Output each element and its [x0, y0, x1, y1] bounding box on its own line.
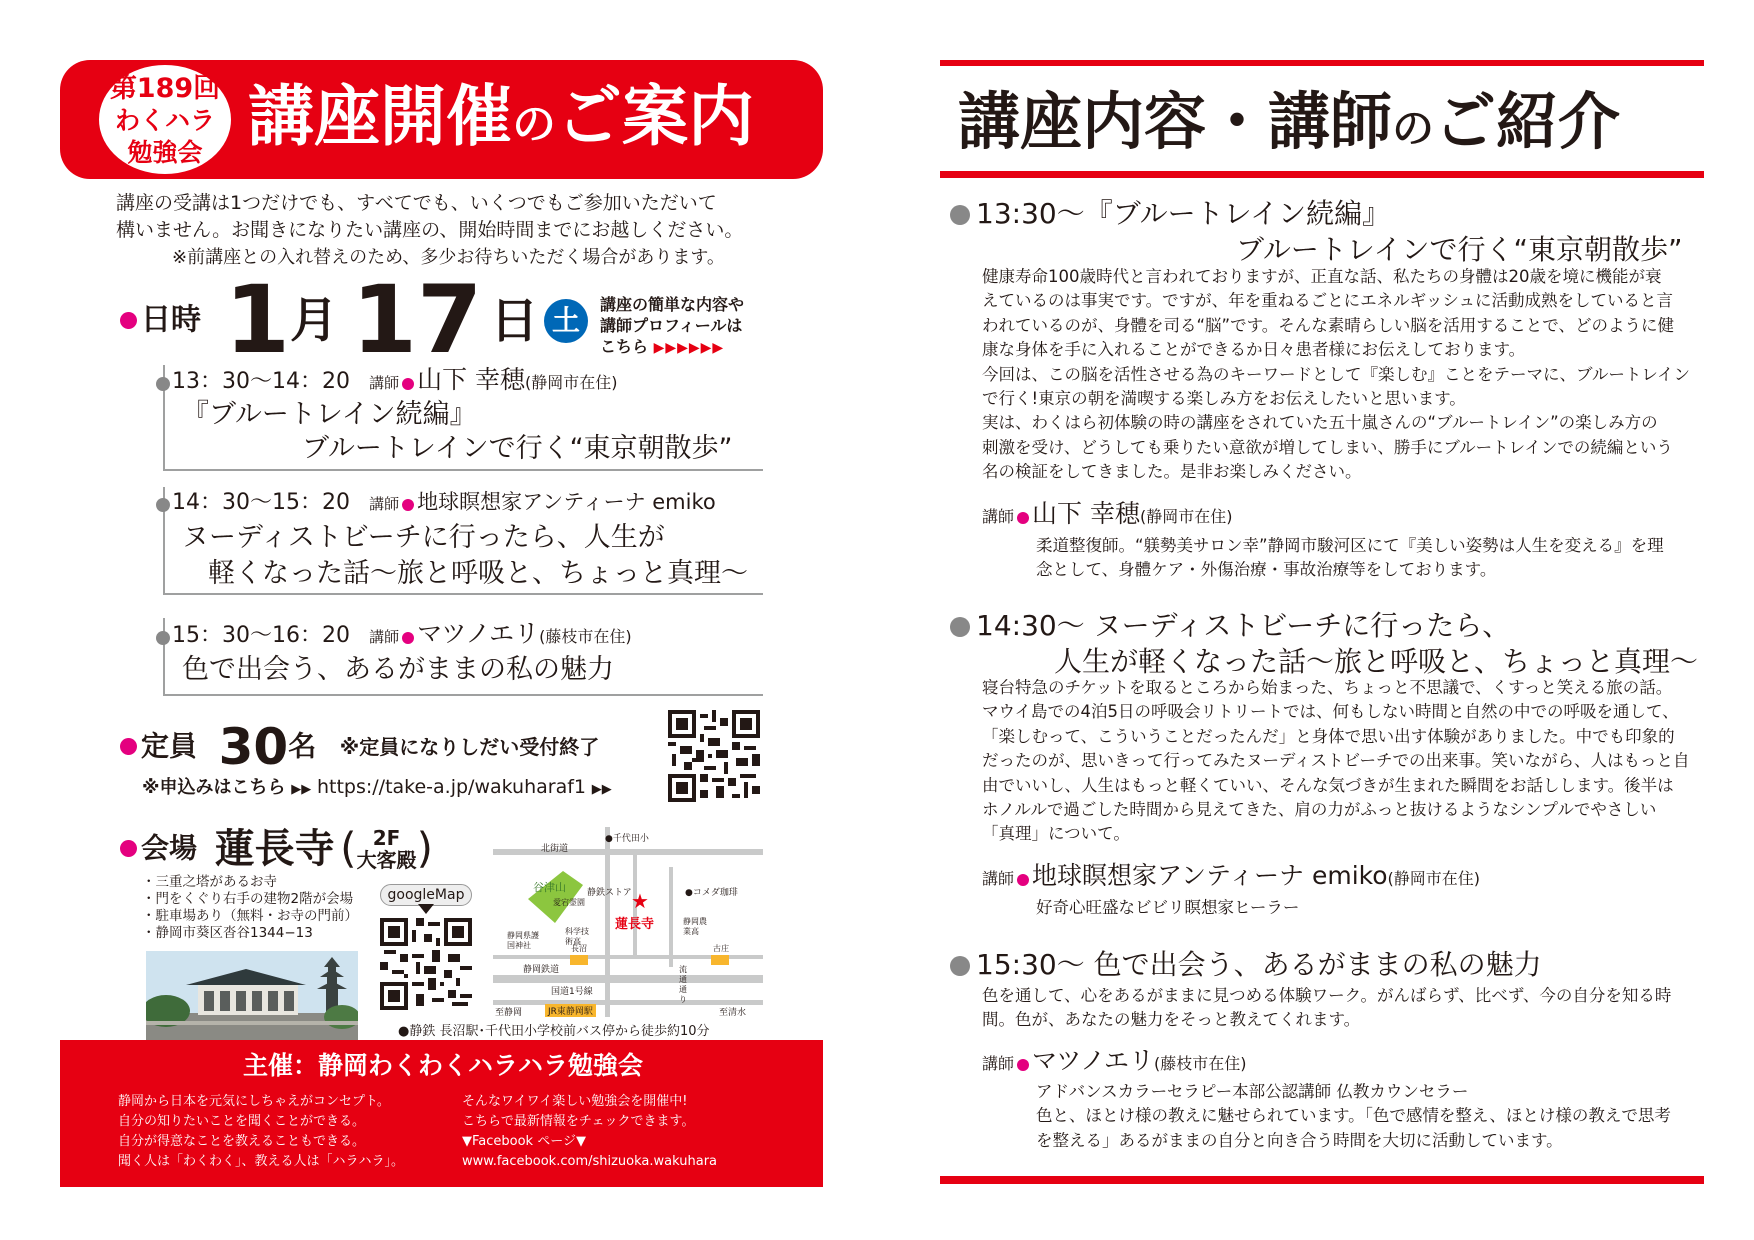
date-day-unit: 日 [490, 292, 539, 349]
bullet-dot [1017, 1059, 1029, 1071]
session-instructor: 山下 幸穂 [417, 365, 526, 394]
section-1-heading [950, 196, 1683, 268]
section-3-heading [950, 947, 1542, 983]
section-3-profile [1036, 1080, 1671, 1153]
capacity-label: 定員 [141, 729, 198, 763]
session-instructor: 地球瞑想家アンティーナ emiko [417, 490, 716, 514]
body-line: 今回は、この脳を活性させる為のキーワードとして『楽しむ』ことをテーマに、ブルートレイン [982, 364, 1691, 384]
section-heading-text: 15:30〜 色で出会う、あるがままの私の魅力 [976, 948, 1542, 981]
left-header-title [248, 77, 754, 174]
google-map-arrow [418, 904, 434, 914]
instructor-note: (静岡市在住) [1387, 869, 1481, 888]
side-note [600, 294, 744, 359]
apply-arrows: ▶▶ [291, 782, 312, 797]
section-2-profile [1036, 896, 1299, 920]
session-title-line: ブルートレインで行く“東京朝散歩” [302, 433, 733, 464]
venue-detail-line: ・三重之塔があるお寺 [142, 874, 277, 890]
apply-url[interactable]: https://take-a.jp/wakuharaf1 [316, 776, 587, 798]
body-line: われているのが、身體を司る“脳”です。そんな素晴らしい脳を活用することで、どのように健 [982, 315, 1674, 335]
map-label-kitazendo: 北街道 [541, 844, 569, 854]
bullet-dot [1017, 874, 1029, 886]
venue-row [120, 820, 433, 877]
access-note: ●静鉄 長沼駅･千代田小学校前バス停から徒歩約10分 [398, 1024, 710, 1039]
side-note-line [600, 336, 744, 359]
map-label-kenritsu: 静岡県護国神社 [507, 931, 539, 950]
map-label-noushou: 静岡農業高 [683, 917, 707, 936]
map-label-route1: 国道1号線 [551, 987, 593, 997]
session-time: 13：30〜14：20 [172, 369, 350, 394]
map-label-tanizuyama: 谷津山 [533, 881, 566, 894]
date-month-unit: 月 [289, 292, 338, 349]
instructor-prefix: 講師 [982, 869, 1015, 888]
right-top-rule [940, 60, 1704, 66]
capacity-note: ※定員になりしだい受付終了 [339, 734, 600, 759]
map-label-komeda: ●コメダ珈琲 [685, 888, 738, 898]
bullet-dot [402, 632, 414, 644]
body-line: 健康寿命100歳時代と言われておりますが、正直な話、私たちの身體は20歳を境に機能が衰 [982, 267, 1662, 286]
instructor-prefix: 講師 [369, 495, 400, 513]
map-label-higashi-station: JR東静岡駅 [545, 1004, 596, 1017]
bullet-dot [156, 498, 170, 512]
organizer-line: こちらで最新情報をチェックできます。 [462, 1114, 695, 1129]
organizer-line: そんなワイワイ楽しい勉強会を開催中! [462, 1094, 688, 1109]
venue-name: 蓮長寺 [214, 825, 335, 872]
body-line: マウイ島での4泊5日の呼吸会リトリートでは、何もしない時間と自然の中での呼吸を通して、 [982, 702, 1679, 722]
section-3-body [982, 984, 1671, 1033]
section-heading-line [950, 196, 1683, 232]
body-line: えているのは事実です。ですが、年を重ねるごとにエネルギッシュに活動成熟をしていると言 [982, 291, 1674, 311]
map-label-seitetsu-line: 静岡鉄道 [523, 965, 560, 975]
body-line: 実は、わくはら初体験の時の講座をされていた五十嵐さんの“ブルートレイン”の楽しみ方の [982, 413, 1658, 433]
section-heading-line [950, 947, 1542, 983]
map-label-furusho: 古庄 [713, 944, 729, 953]
organizer-col2 [462, 1092, 717, 1172]
map-label-temple: 蓮長寺 [615, 917, 655, 932]
instructor-note: (静岡市在住) [1139, 507, 1233, 526]
section-2-instructor [982, 860, 1480, 895]
date-row [120, 265, 588, 375]
section-1-instructor [982, 498, 1232, 533]
temple-photo [146, 951, 358, 1045]
organizer-line: 自分の知りたいことを聞くことができる。 [118, 1114, 366, 1129]
session-3-header [156, 620, 632, 651]
date-day: 17 [351, 265, 483, 375]
instructor-note: (藤枝市在住) [1154, 1054, 1247, 1073]
map-label-to-shimizu: 至清水 [719, 1008, 747, 1018]
map-label-ryutsu: 流通通り [679, 965, 687, 1004]
session-2-header [156, 488, 716, 518]
instructor-name: 山下 幸穂 [1032, 499, 1140, 528]
session-title-line: 色で出会う、あるがままの私の魅力 [182, 654, 614, 685]
badge-line1: 第189回 [109, 73, 221, 104]
bullet-dot [156, 631, 170, 645]
organizer-line: ▼Facebook ページ▼ [462, 1134, 586, 1149]
instructor-prefix: 講師 [982, 507, 1015, 526]
bullet-dot [402, 499, 414, 511]
bullet-dot [402, 378, 414, 390]
bullet-dot [950, 617, 970, 637]
session-time: 15：30〜16：20 [172, 623, 350, 648]
capacity-unit: 名 [288, 729, 317, 763]
body-line: ホノルルで過ごした時間から見えてきた、肩の力がふっと抜けるようなシンプルでやさしい [982, 800, 1657, 820]
body-line: 寝台特急のチケットを取るところから始まった、ちょっと不思議で、くすっと笑える旅の話。 [982, 678, 1673, 697]
body-line: 康な身体を手に入れることができるか日々患者様にお伝えしております。 [982, 340, 1526, 360]
organizer-line: 自分が得意なことを教えることもできる。 [118, 1134, 366, 1149]
instructor-prefix: 講師 [369, 374, 400, 392]
bullet-dot [156, 377, 170, 391]
map-label-aisai: 愛宕霊園 [553, 898, 585, 907]
edition-badge [94, 60, 236, 179]
venue-hall: 大客殿 [356, 847, 417, 872]
intro-line: 構いません。お聞きになりたい講座の、開始時間までにお越しください。 [116, 219, 744, 241]
body-line: 色を通して、心をあるがままに見つめる体験ワーク。がんばらず、比べず、今の自分を知る時 [982, 986, 1672, 1005]
right-header-title-a: 講座内容・講師 [958, 85, 1393, 158]
body-line: 間。色が、あなたの魅力をそっと教えてくれます。 [982, 1010, 1361, 1030]
venue-detail-line: ・駐車場あり（無料・お寺の門前） [142, 908, 358, 924]
venue-paren-close: ) [416, 823, 433, 873]
section-2-body [982, 676, 1690, 847]
intro-line: 講座の受講は1つだけでも、すべてでも、いくつでもご参加いただいて [116, 192, 717, 214]
section-1-body [982, 265, 1690, 485]
bullet-dot [120, 312, 137, 329]
section-heading-line [950, 608, 1698, 644]
side-note-line: 講座の簡単な内容や [600, 295, 745, 314]
section-heading-text: 14:30〜 ヌーディストビーチに行ったら、 [976, 609, 1511, 642]
map-label-seitetsu-store: 静鉄ストア [587, 888, 632, 898]
instructor-name: マツノエリ [1032, 1046, 1155, 1075]
profile-line: を整える」あるがままの自分と向き合う時間を大切に活動しています。 [1036, 1130, 1563, 1150]
profile-line: 柔道整復師。“躾勢美サロン幸”静岡市駿河区にて『美しい姿勢は人生を変える』を理 [1036, 536, 1664, 555]
right-bottom-rule [940, 1176, 1704, 1184]
instructor-name: 地球瞑想家アンティーナ emiko [1032, 861, 1388, 890]
right-header-title [958, 76, 1620, 184]
body-line: で行く!東京の朝を満喫する楽しみ方をお伝えしたいと思います。 [982, 389, 1466, 409]
apply-label: ※申込みはこちら [142, 777, 286, 798]
instructor-note: (藤枝市在住) [539, 627, 632, 646]
bullet-dot [120, 840, 137, 857]
map-label-to-shizuoka: 至静岡 [495, 1008, 523, 1018]
date-month: 1 [224, 265, 290, 375]
capacity-number: 30 [218, 717, 289, 776]
session-title-line: 『ブルートレイン続編』 [182, 399, 477, 430]
section-heading-text: 13:30〜『ブルートレイン続編』 [976, 197, 1391, 230]
apply-qr-code[interactable] [668, 710, 760, 802]
side-note-line: 講師プロフィールは [600, 316, 743, 335]
body-line: 「真理」について。 [982, 824, 1130, 844]
organizer-line: 静岡から日本を元気にしちゃえがコンセプト。 [118, 1094, 390, 1109]
instructor-prefix: 講師 [369, 628, 400, 646]
facebook-url[interactable]: www.facebook.com/shizuoka.wakuhara [462, 1154, 718, 1169]
bullet-dot [120, 738, 137, 755]
body-line: 名の検証をしてきました。是非お楽しみください。 [982, 462, 1362, 482]
apply-arrows-after: ▶▶ [591, 782, 612, 797]
side-note-text: こちら [600, 337, 649, 356]
body-line: 「楽しむって、こういうことだったんだ」と身体で思い出す体験がありました。中でも印象的 [982, 726, 1675, 746]
session-1-header [156, 366, 618, 397]
badge-line2: わくハラ [114, 106, 215, 135]
left-header-title-no: の [512, 99, 556, 150]
bullet-dot [1017, 512, 1029, 524]
weekday-badge: 土 [544, 299, 588, 343]
session-instructor: マツノエリ [417, 619, 540, 648]
body-line: だったのが、思いきって行ってみたヌーディストビーチでの出来事。笑いながら、人はもっと自 [982, 751, 1690, 771]
venue-detail-line: ・静岡市葵区沓谷1344−13 [142, 925, 313, 941]
left-header-title-main: 講座開催 [248, 78, 512, 155]
side-note-arrows: ▶▶▶▶▶▶ [653, 340, 725, 356]
body-line: 由でいいし、人生はもっと軽くていい、そんな気づきが生まれた瞬間をお話しします。後半は [982, 775, 1674, 795]
section-heading-line: ブルートレインで行く“東京朝散歩” [1236, 233, 1683, 266]
venue-details [142, 874, 358, 942]
section-3-instructor [982, 1045, 1247, 1080]
date-label: 日時 [141, 302, 201, 338]
bullet-dot [950, 956, 970, 976]
session-title-line: 軽くなった話〜旅と呼吸と、ちょっと真理〜 [208, 558, 748, 589]
venue-detail-line: ・門をくぐり右手の建物2階が会場 [142, 891, 354, 907]
map-label-chiyoda: ●千代田小 [605, 834, 649, 844]
access-map [493, 827, 763, 1017]
body-line: 刺激を受け、どうしても乗りたい意欲が増してしまい、勝手にブルートレインでの続編という [982, 437, 1673, 457]
organizer-line: 聞く人は「わくわく」、教える人は「ハラハラ」。 [118, 1154, 405, 1169]
section-2-heading [950, 608, 1698, 680]
session-title-line: ヌーディストビーチに行ったら、人生が [182, 522, 665, 553]
bullet-dot [950, 205, 970, 225]
profile-line: アドバンスカラーセラピー本部公認講師 仏教カウンセラー [1036, 1082, 1469, 1101]
instructor-note: (静岡市在住) [525, 373, 618, 392]
profile-line: 念として、身體ケア・外傷治療・事故治療等をしております。 [1036, 560, 1497, 580]
venue-floor: 2F [372, 825, 401, 850]
section-heading-line: 人生が軽くなった話〜旅と呼吸と、ちょっと真理〜 [1054, 645, 1699, 678]
venue-label: 会場 [141, 831, 198, 865]
session-2-title [182, 520, 748, 592]
temple-star-marker: ★ [631, 889, 649, 913]
map-label-naganuma: 長沼 [571, 944, 587, 953]
instructor-prefix: 講師 [982, 1054, 1015, 1073]
left-header-title-rest: ご案内 [556, 78, 754, 155]
apply-row [142, 774, 612, 803]
badge-line3: 勉強会 [127, 138, 203, 167]
profile-line: 好奇心旺盛なビビリ瞑想家ヒーラー [1036, 898, 1300, 917]
google-map-qr-code[interactable] [380, 918, 472, 1010]
session-3-title [182, 653, 614, 687]
venue-floor-block [357, 827, 417, 871]
organizer-col1 [118, 1092, 404, 1172]
section-1-profile [1036, 534, 1664, 583]
google-map-tag[interactable]: googleMap [380, 884, 472, 906]
intro-line: ※前講座との入れ替えのため、多少お待ちいただく場合があります。 [172, 247, 725, 268]
map-label-kagaku: 科学技術高 [565, 927, 589, 946]
right-header-rule [940, 171, 1704, 178]
right-header-title-no: の [1392, 104, 1435, 153]
intro-text [116, 190, 743, 271]
venue-paren-open: ( [340, 823, 357, 873]
session-time: 14：30〜15：20 [172, 490, 350, 515]
right-header-title-b: ご紹介 [1434, 85, 1621, 158]
profile-line: 色と、ほとけ様の教えに魅せられています。「色で感情を整え、ほとけ様の教えで思考 [1036, 1106, 1671, 1126]
session-1-title [182, 398, 733, 466]
capacity-row [120, 718, 599, 775]
organizer-title: 主催：静岡わくわくハラハラ勉強会 [242, 1051, 643, 1080]
